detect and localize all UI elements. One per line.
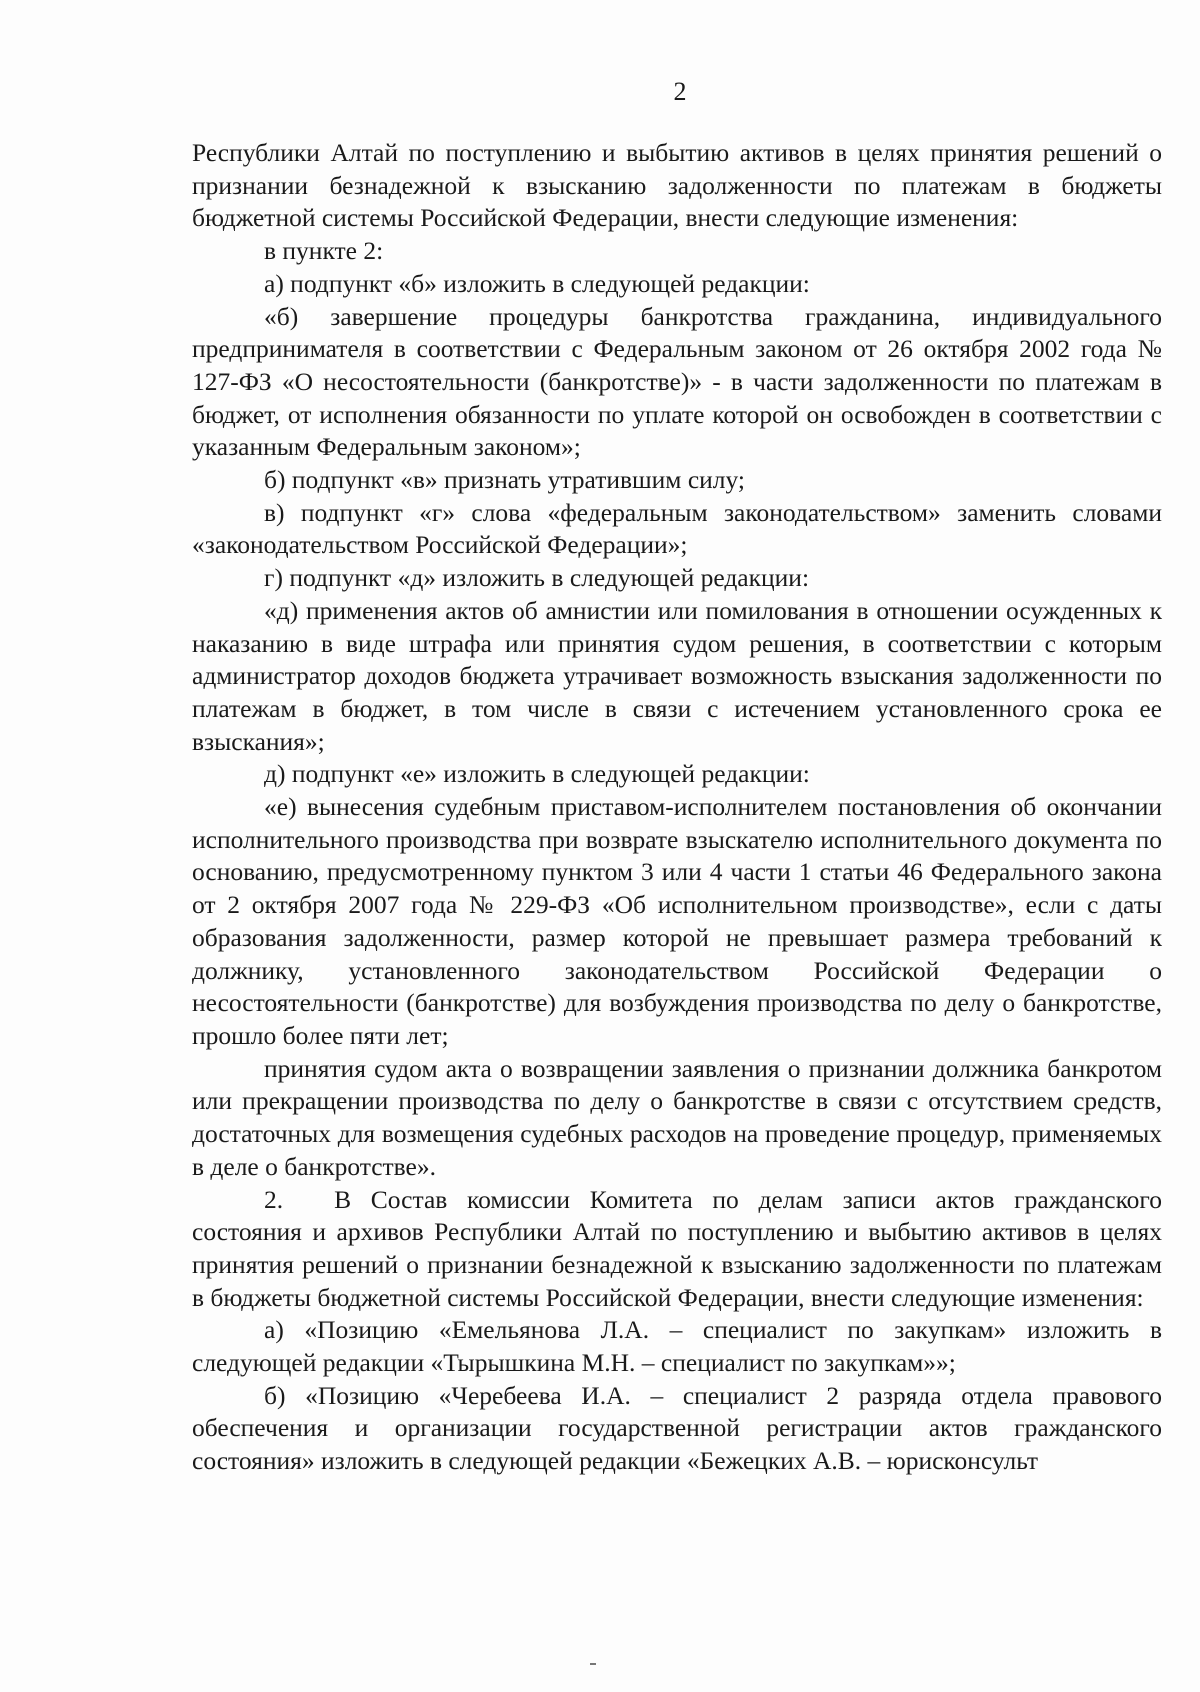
paragraph-subitem-v: в) подпункт «г» слова «федеральным законодательством» заменить словами «законодательством Российской Федерации»; [192,497,1162,560]
paragraph-quote-b: «б) завершение процедуры банкротства гражданина, индивидуального предпринимателя в соответствии с Федеральным законом от 26 октября 2002 года № 127-ФЗ «О несостоятельности (банкротстве)» - в части задолженности по платежам в бюджет, от исполнения обязанности по уплате которой он освобожден в соответствии с указанным Федеральным законом»; [192,301,1162,462]
page-number: 2 [673,77,687,106]
paragraph-subitem-b: б) подпункт «в» признать утратившим силу; [264,465,746,495]
document-body [192,137,1162,1478]
paragraph-subitem-d: д) подпункт «е» изложить в следующей редакции: [264,759,810,789]
paragraph-quote-d: «д) применения актов об амнистии или помилования в отношении осужденных к наказанию в виде штрафа или принятия судом решения, в соответствии с которым администратор доходов бюджета утрачивает возможность взыскания задолженности по платежам в бюджет, в том числе в связи с истечением установленного срока ее взыскания»; [192,595,1162,756]
scan-speck [590,1663,596,1665]
paragraph-position-a: а) «Позицию «Емельянова Л.А. – специалист по закупкам» изложить в следующей редакции «Тырышкина М.Н. – специалист по закупкам»»; [192,1315,1162,1378]
paragraph-intro: Республики Алтай по поступлению и выбытию активов в целях принятия решений о признании безнадежной к взысканию задолженности по платежам в бюджеты бюджетной системы Российской Федерации, внести следующие изменения: [192,138,1162,233]
paragraph-court-act: принятия судом акта о возвращении заявления о признании должника банкротом или прекращении производства по делу о банкротстве в связи с отсутствием средств, достаточных для возмещения судебных расходов на проведение процедур, применяемых в деле о банкротстве». [192,1053,1162,1181]
paragraph-point-2: в пункте 2: [264,236,384,266]
paragraph-subitem-a: а) подпункт «б» изложить в следующей редакции: [264,268,810,298]
paragraph-item-2: 2. В Состав комиссии Комитета по делам записи актов гражданского состояния и архивов Республики Алтай по поступлению и выбытию активов в целях принятия решений о признании безнадежной к взысканию задолженности по платежам в бюджеты бюджетной системы Российской Федерации, внести следующие изменения: [192,1184,1162,1312]
paragraph-position-b: б) «Позицию «Черебеева И.А. – специалист 2 разряда отдела правового обеспечения и организации государственной регистрации актов гражданского состояния» изложить в следующей редакции «Бежецких А.В. – юрисконсульт [192,1380,1162,1476]
paragraph-subitem-g: г) подпункт «д» изложить в следующей редакции: [264,563,810,593]
paragraph-quote-e: «е) вынесения судебным приставом-исполнителем постановления об окончании исполнительного производства при возврате взыскателю исполнительного документа по основанию, предусмотренному пунктом 3 или 4 части 1 статьи 46 Федерального закона от 2 октября 2007 года № 229-ФЗ «Об исполнительном производстве», если с даты образования задолженности, размер которой не превышает размера требований к должнику, установленного законодательством Российской Федерации о несостоятельности (банкротстве) для возбуждения производства по делу о банкротстве, прошло более пяти лет; [192,792,1162,1050]
